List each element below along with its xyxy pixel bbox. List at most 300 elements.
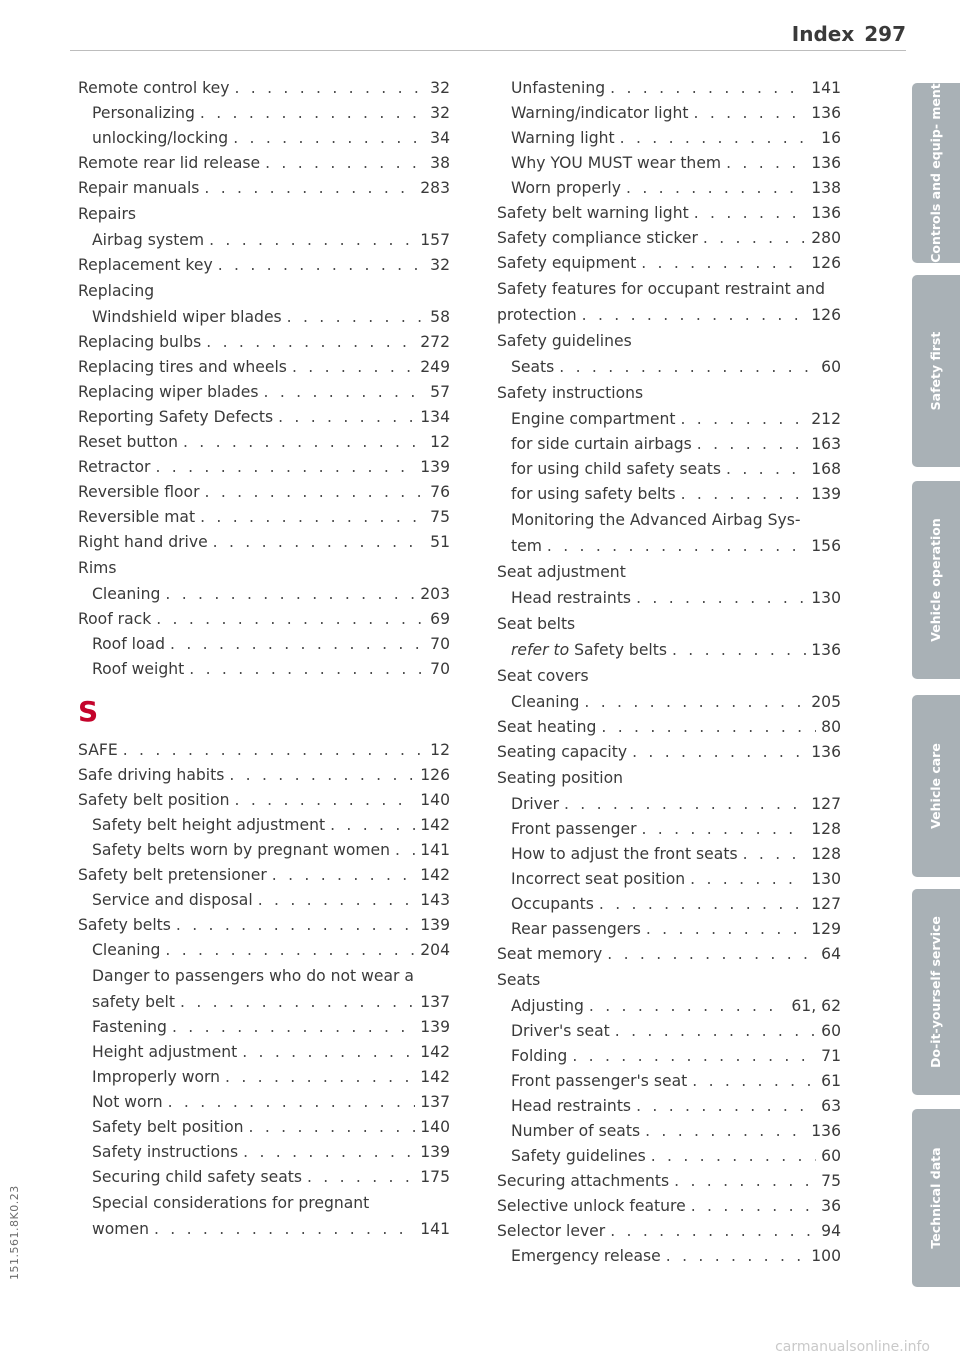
index-entry <box>78 813 450 838</box>
index-entry <box>497 1119 841 1144</box>
index-page-number: 75 <box>430 508 450 526</box>
index-entry <box>497 842 841 867</box>
index-entry-label: Reset button <box>78 433 178 451</box>
index-entry-label: tem <box>511 537 542 555</box>
index-entry <box>497 1244 841 1269</box>
index-page-number: 100 <box>811 1247 841 1265</box>
index-entry-label: Replacing wiper blades <box>78 383 259 401</box>
index-entry <box>497 638 841 663</box>
leader-dots <box>645 1119 806 1144</box>
index-entry-label: Folding <box>511 1047 568 1065</box>
index-entry-label: Cleaning <box>511 693 580 711</box>
index-entry <box>78 632 450 657</box>
leader-dots <box>278 405 415 430</box>
leader-dots <box>235 788 416 813</box>
index-entry-label: Right hand drive <box>78 533 208 551</box>
index-page-number: 126 <box>811 254 841 272</box>
index-page-number: 142 <box>420 866 450 884</box>
leader-dots <box>743 842 807 867</box>
index-entry <box>78 480 450 505</box>
leader-dots <box>200 505 425 530</box>
index-entry <box>497 1144 841 1169</box>
index-page-number: 142 <box>420 816 450 834</box>
index-entry <box>78 405 450 430</box>
leader-dots <box>258 888 416 913</box>
leader-dots <box>243 1140 415 1165</box>
index-page-number: 12 <box>430 433 450 451</box>
leader-dots <box>229 763 415 788</box>
index-entry-label: Not worn <box>92 1093 163 1111</box>
leader-dots <box>242 1040 415 1065</box>
leader-dots <box>170 632 425 657</box>
index-entry <box>497 303 841 328</box>
index-entry <box>78 228 450 253</box>
index-page-number: 140 <box>420 1118 450 1136</box>
index-entry-label: Warning/indicator light <box>511 104 689 122</box>
index-page-number: 32 <box>430 79 450 97</box>
index-entry <box>78 888 450 913</box>
index-entry-label: Selector lever <box>497 1222 606 1240</box>
leader-dots <box>206 330 415 355</box>
index-entry <box>78 101 450 126</box>
index-entry-label: Retractor <box>78 458 151 476</box>
index-entry <box>78 738 450 763</box>
index-entry <box>78 1065 450 1090</box>
leader-dots <box>233 126 425 151</box>
index-entry <box>78 913 450 938</box>
index-entry <box>497 740 841 765</box>
leader-dots <box>209 228 415 253</box>
index-heading: Special considerations for pregnant <box>92 1194 370 1212</box>
index-entry-label: Front passenger <box>511 820 637 838</box>
index-entry <box>78 863 450 888</box>
index-entry <box>497 892 841 917</box>
index-entry-label: Replacing bulbs <box>78 333 202 351</box>
leader-dots <box>307 1165 415 1190</box>
chapter-tab[interactable] <box>912 481 960 679</box>
index-entry-label: Safety instructions <box>92 1143 239 1161</box>
index-entry <box>78 380 450 405</box>
index-page-number: 126 <box>420 766 450 784</box>
index-page-number: 137 <box>420 993 450 1011</box>
leader-dots <box>165 938 415 963</box>
index-page-number: 156 <box>811 537 841 555</box>
index-heading: Monitoring the Advanced Airbag Sys- <box>511 511 801 529</box>
index-page-number: 60 <box>821 1147 841 1165</box>
index-page-number: 32 <box>430 104 450 122</box>
index-entry-label: Warning light <box>511 129 615 147</box>
index-entry-label: unlocking/locking <box>92 129 229 147</box>
index-entry <box>78 1015 450 1040</box>
index-entry-label: Incorrect seat position <box>511 870 686 888</box>
index-entry-label: for using child safety seats <box>511 460 722 478</box>
leader-dots <box>123 738 425 763</box>
index-entry-label: Seating capacity <box>497 743 628 761</box>
leader-dots <box>264 380 426 405</box>
index-page-number: 76 <box>430 483 450 501</box>
index-entry <box>78 253 450 278</box>
index-entry-label: Emergency release <box>511 1247 661 1265</box>
leader-dots <box>599 892 806 917</box>
index-page-number: 136 <box>811 104 841 122</box>
leader-dots <box>691 1194 816 1219</box>
index-entry <box>78 990 450 1015</box>
index-page-number: 60 <box>821 1022 841 1040</box>
index-entry <box>497 942 841 967</box>
index-column-left <box>78 76 450 1242</box>
index-entry <box>497 432 841 457</box>
index-page-number: 32 <box>430 256 450 274</box>
index-entry-label: Reversible mat <box>78 508 196 526</box>
index-page-number: 283 <box>420 179 450 197</box>
index-entry <box>497 76 841 101</box>
leader-dots <box>641 817 806 842</box>
leader-dots <box>697 432 806 457</box>
index-entry-label: women <box>92 1220 149 1238</box>
index-page-number: 69 <box>430 610 450 628</box>
leader-dots <box>646 917 806 942</box>
index-entry-label: Safety belt pretensioner <box>78 866 267 884</box>
index-entry <box>78 657 450 682</box>
index-page-number: 127 <box>811 795 841 813</box>
leader-dots <box>703 226 806 251</box>
leader-dots <box>180 990 415 1015</box>
index-entry-label: SAFE <box>78 741 118 759</box>
index-entry <box>497 151 841 176</box>
index-entry <box>78 1115 450 1140</box>
index-entry-label <box>511 638 667 663</box>
index-entry <box>78 126 450 151</box>
section-title: Index <box>791 22 855 46</box>
index-entry-label: Occupants <box>511 895 594 913</box>
index-page-number: 203 <box>420 585 450 603</box>
index-page-number: 136 <box>811 743 841 761</box>
index-entry-label: Unfastening <box>511 79 606 97</box>
index-entry-label: Worn properly <box>511 179 621 197</box>
index-entry <box>78 1217 450 1242</box>
index-entry-label: Safe driving habits <box>78 766 225 784</box>
index-entry-label: Safety belts <box>78 916 171 934</box>
index-entry <box>497 101 841 126</box>
chapter-tab[interactable] <box>912 889 960 1095</box>
index-page-number: 128 <box>811 845 841 863</box>
chapter-tab-label: Do-it-yourself service <box>928 916 943 1068</box>
index-entry <box>497 1044 841 1069</box>
index-entry <box>497 226 841 251</box>
index-entry-label: Securing attachments <box>497 1172 670 1190</box>
index-page-number: 141 <box>420 1220 450 1238</box>
index-entry <box>78 76 450 101</box>
leader-dots <box>234 76 425 101</box>
leader-dots <box>564 792 806 817</box>
leader-dots <box>651 1144 816 1169</box>
index-page-number: 163 <box>811 435 841 453</box>
index-page-number: 94 <box>821 1222 841 1240</box>
index-page-number: 129 <box>811 920 841 938</box>
leader-dots <box>636 1094 816 1119</box>
index-entry <box>78 1165 450 1190</box>
index-page-number: 36 <box>821 1197 841 1215</box>
index-heading: Seats <box>497 971 541 989</box>
index-entry <box>78 1140 450 1165</box>
chapter-tab[interactable] <box>912 83 960 263</box>
index-heading: Safety features for occupant restraint and <box>497 280 826 298</box>
index-entry <box>78 455 450 480</box>
index-page-number: 57 <box>430 383 450 401</box>
index-entry <box>78 607 450 632</box>
index-heading: Seating position <box>497 769 623 787</box>
leader-dots <box>607 942 816 967</box>
leader-dots <box>225 1065 415 1090</box>
index-entry <box>497 1069 841 1094</box>
index-page-number: 205 <box>811 693 841 711</box>
index-entry <box>497 1169 841 1194</box>
leader-dots <box>183 430 425 455</box>
leader-dots <box>726 151 806 176</box>
index-entry-label: Remote rear lid release <box>78 154 261 172</box>
leader-dots <box>165 582 415 607</box>
index-entry-label: Fastening <box>92 1018 167 1036</box>
index-page-number: 136 <box>811 641 841 659</box>
index-entry <box>497 817 841 842</box>
index-entry-label: Securing child safety seats <box>92 1168 302 1186</box>
index-page-number: 70 <box>430 660 450 678</box>
index-page-number: 138 <box>811 179 841 197</box>
index-entry <box>78 305 450 330</box>
leader-dots <box>589 994 787 1019</box>
index-page-number: 157 <box>420 231 450 249</box>
index-page-number: 60 <box>821 358 841 376</box>
chapter-tab[interactable] <box>912 1109 960 1287</box>
index-heading: Safety guidelines <box>497 332 632 350</box>
index-entry <box>497 126 841 151</box>
leader-dots <box>265 151 425 176</box>
leader-dots <box>636 586 806 611</box>
index-page-number: 61 <box>821 1072 841 1090</box>
index-entry-label: Selective unlock feature <box>497 1197 686 1215</box>
index-page-number: 141 <box>811 79 841 97</box>
index-entry-label: Remote control key <box>78 79 230 97</box>
chapter-tab[interactable] <box>912 275 960 467</box>
leader-dots <box>330 813 415 838</box>
leader-dots <box>692 1069 816 1094</box>
index-page-number: 175 <box>420 1168 450 1186</box>
index-page-number: 168 <box>811 460 841 478</box>
index-entry-label: safety belt <box>92 993 176 1011</box>
index-entry-label: Safety belt position <box>78 791 230 809</box>
leader-dots <box>249 1115 416 1140</box>
index-page-number: 141 <box>420 841 450 859</box>
index-entry <box>78 788 450 813</box>
index-entry <box>497 201 841 226</box>
index-entry <box>497 457 841 482</box>
index-entry-label: Why YOU MUST wear them <box>511 154 722 172</box>
leader-dots <box>632 740 806 765</box>
index-entry-label: Reversible floor <box>78 483 200 501</box>
index-page-number: 139 <box>420 1143 450 1161</box>
index-page-number: 137 <box>420 1093 450 1111</box>
index-entry <box>78 355 450 380</box>
index-page-number: 280 <box>811 229 841 247</box>
leader-dots <box>559 355 816 380</box>
leader-dots <box>694 101 807 126</box>
index-heading: Seat covers <box>497 667 589 685</box>
leader-dots <box>615 1019 816 1044</box>
index-entry-label: Safety belt warning light <box>497 204 689 222</box>
chapter-tab-label: Controls and equip- ment <box>928 83 943 263</box>
index-entry-label: for using safety belts <box>511 485 676 503</box>
chapter-tab-label: Vehicle care <box>928 743 943 829</box>
index-page-number: 51 <box>430 533 450 551</box>
leader-dots <box>726 457 806 482</box>
index-page-number: 80 <box>821 718 841 736</box>
index-entry <box>497 917 841 942</box>
index-entry-label: Personalizing <box>92 104 195 122</box>
index-entry <box>497 690 841 715</box>
index-entry-label: Safety belt height adjustment <box>92 816 326 834</box>
leader-dots <box>205 480 426 505</box>
index-page-number: 128 <box>811 820 841 838</box>
index-page-number: 139 <box>811 485 841 503</box>
index-page-number: 16 <box>821 129 841 147</box>
leader-dots <box>584 690 806 715</box>
index-page-number: 142 <box>420 1068 450 1086</box>
index-entry-label: How to adjust the front seats <box>511 845 738 863</box>
header-rule <box>70 50 906 51</box>
leader-dots <box>641 251 806 276</box>
index-heading: Rims <box>78 559 117 577</box>
leader-dots <box>155 455 415 480</box>
index-heading: Safety instructions <box>497 384 644 402</box>
leader-dots <box>213 530 425 555</box>
index-entry-label: Improperly worn <box>92 1068 221 1086</box>
watermark: carmanualsonline.info <box>775 1339 930 1355</box>
index-heading: Repairs <box>78 205 137 223</box>
index-page-number: 139 <box>420 1018 450 1036</box>
index-page-number: 38 <box>430 154 450 172</box>
index-page-number: 127 <box>811 895 841 913</box>
cross-reference-target: Safety belts <box>569 641 667 659</box>
index-page-number: 142 <box>420 1043 450 1061</box>
leader-dots <box>672 638 806 663</box>
index-entry <box>497 1094 841 1119</box>
index-page-number: 136 <box>811 154 841 172</box>
index-page-number: 272 <box>420 333 450 351</box>
index-entry-label: Seat memory <box>497 945 603 963</box>
index-entry-label: Repair manuals <box>78 179 200 197</box>
index-entry <box>78 330 450 355</box>
index-entry-label: for side curtain airbags <box>511 435 692 453</box>
index-entry <box>78 176 450 201</box>
index-entry <box>497 715 841 740</box>
index-entry <box>497 355 841 380</box>
leader-dots <box>154 1217 415 1242</box>
index-page-number: 134 <box>420 408 450 426</box>
index-entry-label: Safety compliance sticker <box>497 229 698 247</box>
index-entry <box>497 407 841 432</box>
page-number: 297 <box>864 22 906 46</box>
index-heading: Seat belts <box>497 615 576 633</box>
leader-dots <box>200 101 425 126</box>
index-entry-label: Airbag system <box>92 231 205 249</box>
document-code: 151.561.8K0.23 <box>8 1185 21 1280</box>
index-entry <box>78 151 450 176</box>
leader-dots <box>168 1090 416 1115</box>
leader-dots <box>395 838 415 863</box>
leader-dots <box>156 607 425 632</box>
index-page-number: 139 <box>420 916 450 934</box>
leader-dots <box>172 1015 415 1040</box>
index-page-number: 136 <box>811 1122 841 1140</box>
leader-dots <box>694 201 807 226</box>
index-page-number: 58 <box>430 308 450 326</box>
leader-dots <box>547 534 806 559</box>
index-page-number: 249 <box>420 358 450 376</box>
index-entry-label: Number of seats <box>511 1122 641 1140</box>
leader-dots <box>582 303 807 328</box>
index-entry <box>78 838 450 863</box>
index-entry-label: Replacing tires and wheels <box>78 358 287 376</box>
index-entry-label: Roof weight <box>92 660 185 678</box>
index-entry <box>497 176 841 201</box>
index-page-number: 64 <box>821 945 841 963</box>
index-entry-label: Cleaning <box>92 585 161 603</box>
index-page-number: 130 <box>811 870 841 888</box>
index-entry <box>78 763 450 788</box>
index-entry-label: Seat heating <box>497 718 597 736</box>
index-entry-label: Head restraints <box>511 1097 632 1115</box>
index-entry <box>497 867 841 892</box>
index-entry-label: Adjusting <box>511 997 584 1015</box>
leader-dots <box>666 1244 806 1269</box>
leader-dots <box>610 1219 816 1244</box>
index-entry-label: Roof rack <box>78 610 152 628</box>
index-entry-label: Rear passengers <box>511 920 641 938</box>
index-entry-label: Windshield wiper blades <box>92 308 282 326</box>
index-page-number: 61, 62 <box>791 997 841 1015</box>
index-entry <box>78 530 450 555</box>
index-page-number: 140 <box>420 791 450 809</box>
index-entry <box>497 792 841 817</box>
index-page-number: 204 <box>420 941 450 959</box>
leader-dots <box>572 1044 816 1069</box>
leader-dots <box>680 407 806 432</box>
index-entry-label: Roof load <box>92 635 165 653</box>
index-entry <box>497 482 841 507</box>
index-entry <box>78 430 450 455</box>
index-entry <box>78 1040 450 1065</box>
leader-dots <box>176 913 415 938</box>
leader-dots <box>626 176 806 201</box>
leader-dots <box>204 176 415 201</box>
index-entry-label: Service and disposal <box>92 891 253 909</box>
index-entry-label: Safety equipment <box>497 254 637 272</box>
leader-dots <box>681 482 807 507</box>
chapter-tab[interactable] <box>912 695 960 877</box>
chapter-tab-label: Vehicle operation <box>928 518 943 642</box>
index-entry-label: Reporting Safety Defects <box>78 408 274 426</box>
leader-dots <box>287 305 425 330</box>
index-entry-label: Driver's seat <box>511 1022 610 1040</box>
section-letter: S <box>78 695 99 728</box>
chapter-tab-label: Safety first <box>928 331 943 411</box>
index-page-number: 143 <box>420 891 450 909</box>
index-entry <box>497 994 841 1019</box>
index-page-number: 34 <box>430 129 450 147</box>
leader-dots <box>620 126 817 151</box>
index-entry-label: protection <box>497 306 577 324</box>
leader-dots <box>690 867 806 892</box>
